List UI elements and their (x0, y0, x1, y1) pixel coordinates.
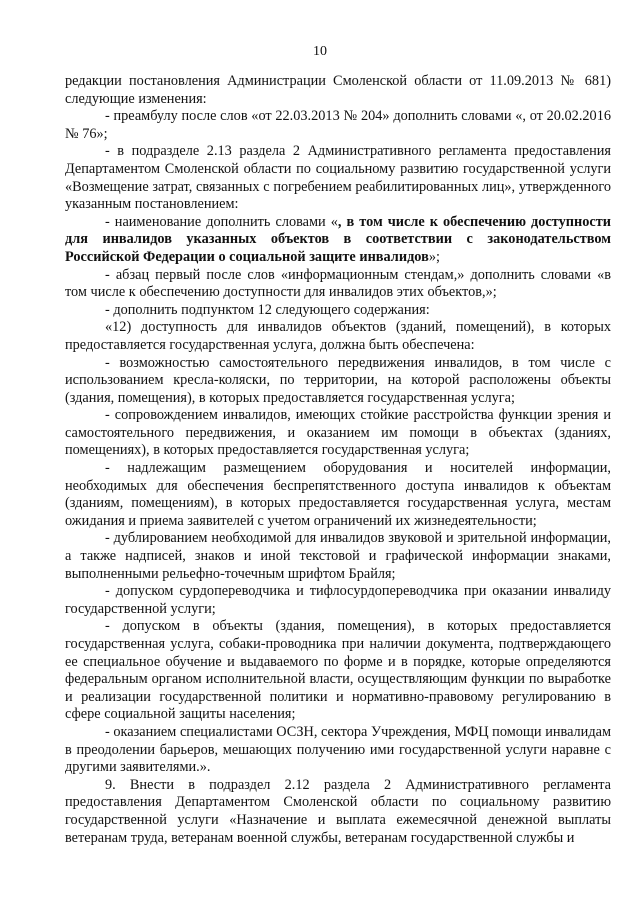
paragraph (65, 618, 611, 724)
text-span: »; (428, 248, 440, 265)
paragraph (65, 530, 611, 583)
text-span: - дополнить подпунктом 12 следующего содержания: (105, 301, 430, 318)
text-span: - преамбулу после слов «от 22.03.2013 № 204» дополнить словами «, от 20.02.2016 № 76»; (65, 108, 611, 142)
paragraph (65, 302, 611, 320)
page-number: 10 (313, 44, 327, 59)
paragraph (65, 355, 611, 408)
paragraph (65, 108, 611, 143)
paragraph (65, 407, 611, 460)
paragraph (65, 73, 611, 108)
text-span: - надлежащим размещением оборудования и носителей информации, необходимых для обеспечения беспрепятственного доступа инвалидов к объектам (зданиям, помещениям), в которых предоставляется государственная услуга, местам ожидания и приема заявителей с учетом ограничений их жизнедеятельности; (65, 460, 611, 529)
paragraph (65, 319, 611, 354)
text-span: - допуском сурдопереводчика и тифлосурдопереводчика при оказании инвалиду государственной услуги; (65, 583, 611, 617)
bold-text-span: , в том числе к обеспечению доступности для инвалидов указанных объектов в соответствии с законодательством Российской Федерации о социальной защите инвалидов (65, 213, 611, 265)
text-span: - наименование дополнить словами « (105, 213, 338, 230)
text-span: - возможностью самостоятельного передвижения инвалидов, в том числе с использованием кресла-коляски, по территории, на которой расположены объекты (здания, помещения), в которых предоставляется государственная услуга; (65, 354, 611, 406)
text-span: «12) доступность для инвалидов объектов (зданий, помещений), в которых предоставляется государственная услуга, должна быть обеспечена: (65, 319, 611, 353)
text-span: - в подразделе 2.13 раздела 2 Административного регламента предоставления Департаментом Смоленской области по социальному развитию государственной услуги «Возмещение затрат, связанных с погребением реабилитированных лиц», утвержденного указанным постановлением: (65, 143, 611, 213)
text-span: - допуском в объекты (здания, помещения), в которых предоставляется государственная услуга, собаки-проводника при наличии документа, подтверждающего ее специальное обучение и выдаваемого по форме и в порядке, которые определяются федеральным органом исполнительной власти, осуществляющим функции по выработке и реализации государственной политики и нормативно-правовому регулированию в сфере социальной защиты населения; (65, 618, 611, 723)
text-span: - абзац первый после слов «информационным стендам,» дополнить словами «в том числе к обеспечению доступности для инвалидов этих объектов,»; (65, 266, 611, 301)
text-span: - оказанием специалистами ОСЗН, сектора Учреждения, МФЦ помощи инвалидам в преодолении барьеров, мешающих получению ими государственной услуги наравне с другими заявителями.». (65, 723, 611, 776)
paragraph (65, 460, 611, 530)
paragraph (65, 724, 611, 777)
paragraph (65, 214, 611, 267)
text-span: 9. Внести в подраздел 2.12 раздела 2 Административного регламента предоставления Департаментом Смоленской области по социальному развитию государственной услуги «Назначение и выплата ежемесячной денежной выплаты ветеранам труда, ветеранам военной службы, ветеранам государственной службы и (65, 776, 611, 846)
paragraph (65, 267, 611, 302)
paragraph (65, 777, 611, 847)
paragraph (65, 583, 611, 618)
document-body (65, 73, 611, 847)
paragraph (65, 143, 611, 213)
text-span: - дублированием необходимой для инвалидов звуковой и зрительной информации, а также надписей, знаков и иной текстовой и графической информации знаками, выполненными рельефно-точечным шрифтом Брайля; (65, 530, 611, 582)
text-span: редакции постановления Администрации Смоленской области от 11.09.2013 № 681) следующие изменения: (65, 73, 611, 107)
text-span: - сопровождением инвалидов, имеющих стойкие расстройства функции зрения и самостоятельного передвижения, и оказанием им помощи в объектах (зданиях, помещениях), в которых предоставляется государственная услуга; (65, 407, 611, 459)
